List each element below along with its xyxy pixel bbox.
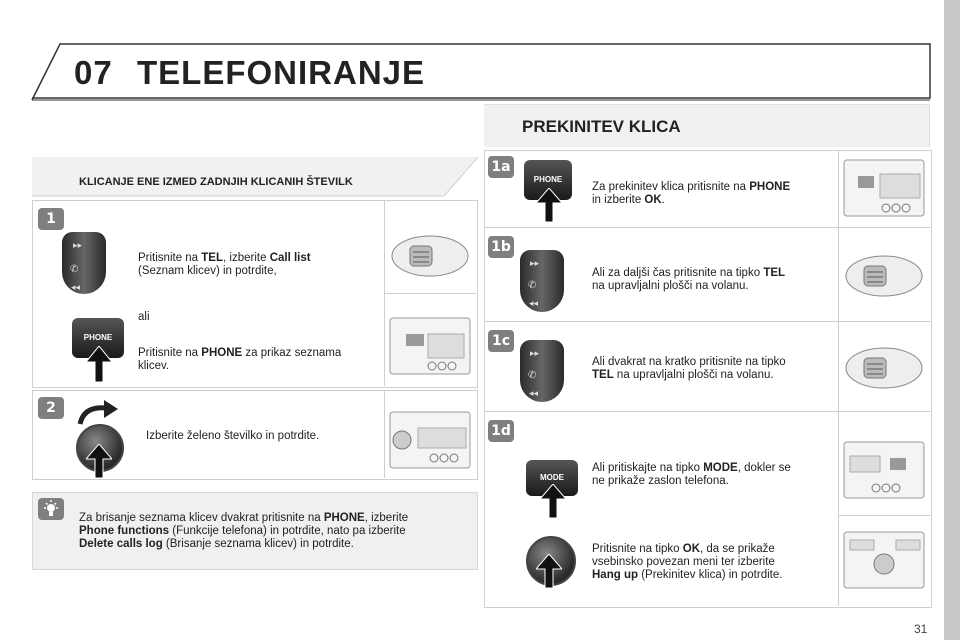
volume-down-icon: ◂◂ (71, 282, 81, 292)
volume-down-icon: ◂◂ (529, 298, 539, 308)
step-badge-1: 1 (38, 208, 64, 230)
tip-line3: Delete calls log (Brisanje seznama klicev) in potrdite. (79, 538, 354, 550)
step1-or: ali (138, 311, 150, 323)
tip-badge (38, 498, 64, 520)
phone-icon: ✆ (528, 280, 537, 291)
radio-knob-thumbnail (388, 410, 472, 470)
step1-line1: Pritisnite na TEL, izberite Call list (138, 252, 311, 264)
phone-button-image: PHONE (524, 160, 572, 200)
page-edge-bar (944, 0, 960, 640)
radio-panel-thumbnail (842, 440, 926, 500)
right-section-title: PREKINITEV KLICA (522, 117, 681, 136)
volume-up-icon: ▸▸ (73, 240, 83, 250)
step1d-line5: Hang up (Prekinitev klica) in potrdite. (592, 569, 783, 581)
steering-wheel-thumbnail (842, 342, 926, 392)
left-section-title: KLICANJE ENE IZMED ZADNJIH KLICANIH ŠTEVILK (79, 176, 353, 188)
tip-line1: Za brisanje seznama klicev dvakrat pritisnite na PHONE, izberite (79, 512, 409, 524)
step-badge-1a: 1a (488, 156, 514, 178)
radio-panel-thumbnail (842, 158, 926, 218)
step1a-line2: in izberite OK. (592, 194, 665, 206)
radio-knob-thumbnail (842, 530, 926, 590)
step1d-line3: Pritisnite na tipko OK, da se prikaže (592, 543, 775, 555)
step-badge-1b: 1b (488, 236, 514, 258)
step-badge-1d: 1d (488, 420, 514, 442)
step1d-line2: ne prikaže zaslon telefona. (592, 475, 729, 487)
step-badge-2: 2 (38, 397, 64, 419)
press-arrow-icon (540, 484, 566, 518)
step1b-line2: na upravljalni plošči na volanu. (592, 280, 749, 292)
step1-line4: klicev. (138, 360, 170, 372)
press-arrow-icon (86, 346, 112, 382)
step1b-line1: Ali za daljši čas pritisnite na tipko TEL (592, 267, 786, 279)
chapter-title: TELEFONIRANJE (137, 54, 426, 91)
press-arrow-icon (536, 554, 562, 588)
step1d-line4: vsebinsko povezan meni ter izberite (592, 556, 775, 568)
step1c-line1: Ali dvakrat na kratko pritisnite na tipko (592, 356, 786, 368)
phone-icon: ✆ (528, 370, 537, 381)
step-badge-1c: 1c (488, 330, 514, 352)
steering-control-image (520, 340, 564, 402)
chapter-number: 07 (74, 54, 113, 91)
phone-button-image: PHONE (72, 318, 124, 358)
step1-line3: Pritisnite na PHONE za prikaz seznama (138, 347, 342, 359)
step2-text: Izberite želeno številko in potrdite. (146, 430, 320, 442)
radio-panel-thumbnail (388, 316, 472, 376)
steering-wheel-thumbnail (388, 230, 472, 280)
steering-control-image (62, 232, 106, 294)
press-arrow-icon (86, 444, 112, 478)
step1-line2: (Seznam klicev) in potrdite, (138, 265, 277, 277)
steering-wheel-thumbnail (842, 250, 926, 300)
volume-up-icon: ▸▸ (530, 348, 540, 358)
step1a-line1: Za prekinitev klica pritisnite na PHONE (592, 181, 791, 193)
volume-up-icon: ▸▸ (530, 258, 540, 268)
press-arrow-icon (536, 188, 562, 222)
lightbulb-icon (38, 498, 64, 520)
tip-line2: Phone functions (Funkcije telefona) in potrdite, nato pa izberite (79, 525, 406, 537)
phone-icon: ✆ (70, 264, 79, 275)
step1c-line2: TEL na upravljalni plošči na volanu. (592, 369, 774, 381)
volume-down-icon: ◂◂ (529, 388, 539, 398)
mode-button-image: MODE (526, 460, 578, 496)
step1d-line1: Ali pritiskajte na tipko MODE, dokler se (592, 462, 791, 474)
page-number: 31 (914, 622, 928, 636)
steering-control-image (520, 250, 564, 312)
